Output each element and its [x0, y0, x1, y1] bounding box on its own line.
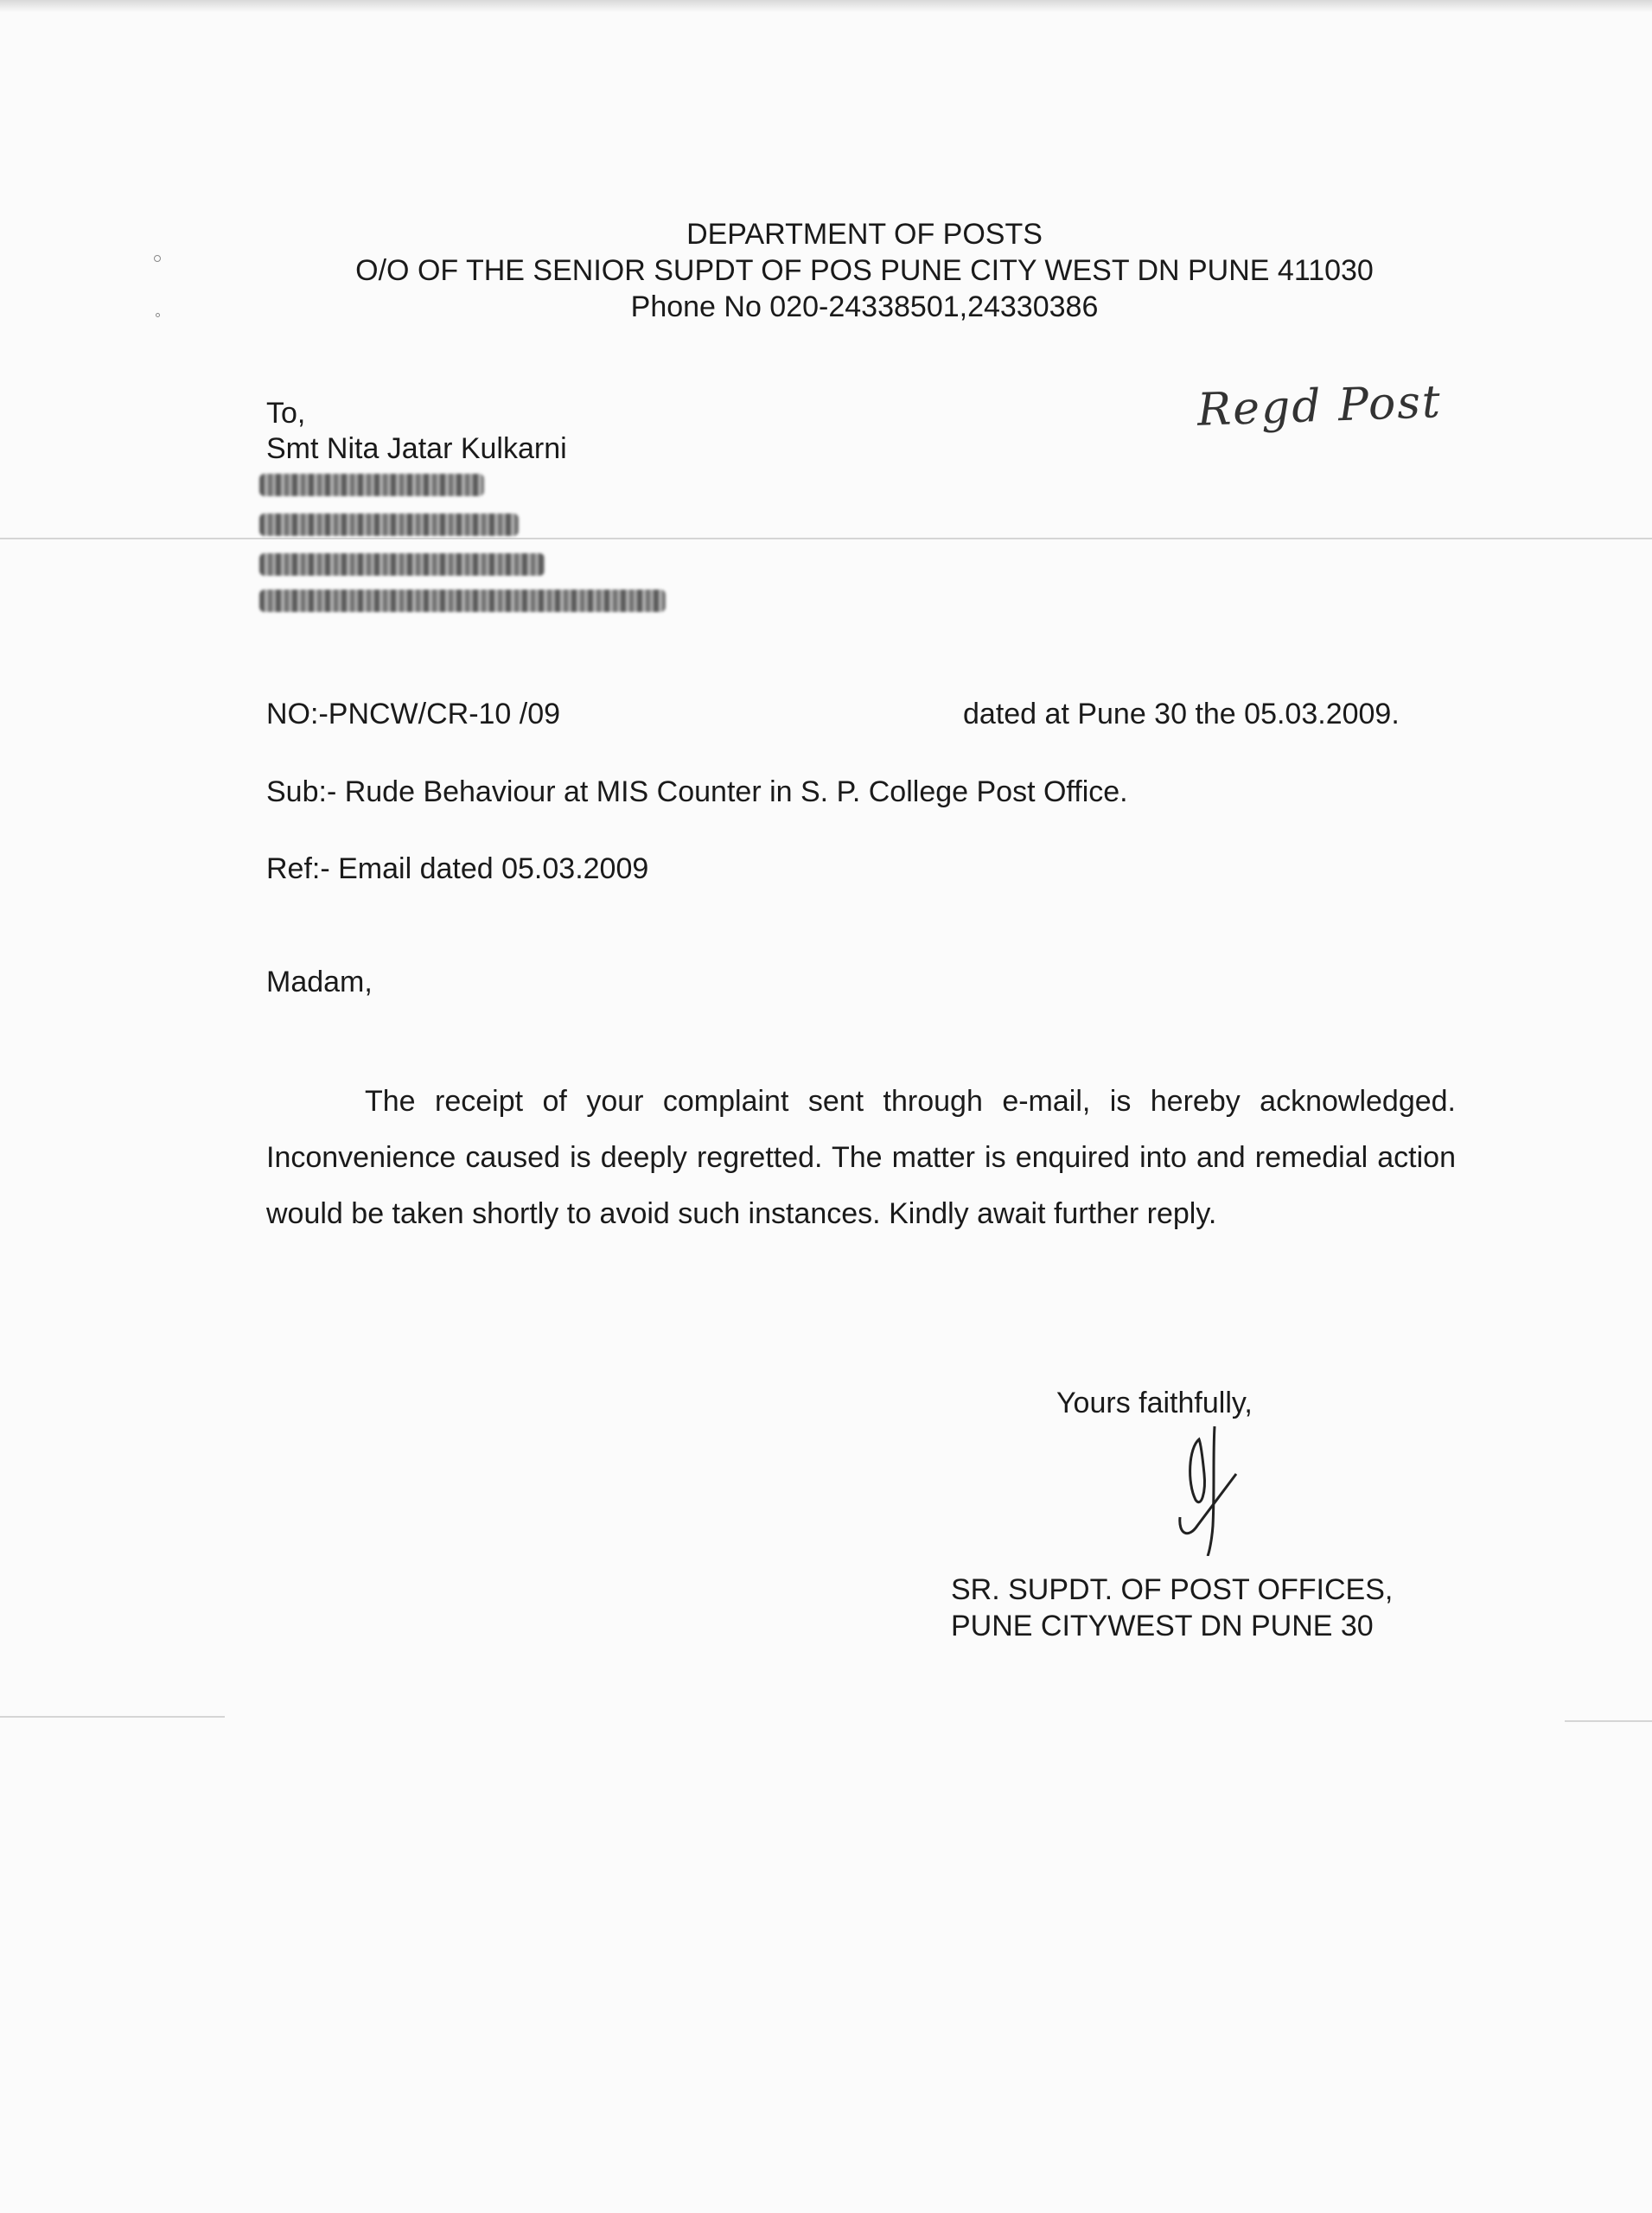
ref-line: Ref:- Email dated 05.03.2009 [266, 852, 649, 885]
letter-body: The receipt of your complaint sent through e-mail, is hereby acknowledged. Inconvenience caused is deeply regretted. The matter is enquired into and remedial action would be taken shortly to avoid such instances. Kindly await further reply. [266, 1085, 1456, 1230]
to-label: To, [266, 397, 306, 430]
signatory-block [951, 1572, 1393, 1644]
closing: Yours faithfully, [1056, 1387, 1253, 1419]
letterhead [259, 216, 1470, 325]
department-name: DEPARTMENT OF POSTS [686, 218, 1043, 251]
letter-date: dated at Pune 30 the 05.03.2009. [963, 698, 1400, 730]
reference-number: NO:-PNCW/CR-10 /09 [266, 698, 561, 730]
signature [1163, 1422, 1266, 1556]
greeting: Madam, [266, 966, 373, 998]
scan-edge-shadow [0, 0, 1652, 12]
office-phone: Phone No 020-24338501,24330386 [630, 290, 1099, 323]
regd-post-annotation: Regd Post [1196, 376, 1443, 437]
recipient-name: Smt Nita Jatar Kulkarni [266, 432, 567, 465]
scan-speck [154, 255, 161, 262]
fold-line [0, 1716, 225, 1718]
fold-line [1565, 1720, 1652, 1722]
signatory-office: PUNE CITYWEST DN PUNE 30 [951, 1610, 1374, 1642]
redacted-address [259, 474, 674, 617]
office-address: O/O OF THE SENIOR SUPDT OF POS PUNE CITY WEST DN PUNE 411030 [355, 254, 1374, 287]
fold-line [0, 538, 1652, 539]
subject-line: Sub:- Rude Behaviour at MIS Counter in S. P. College Post Office. [266, 775, 1128, 808]
scan-speck [156, 313, 160, 317]
signatory-title: SR. SUPDT. OF POST OFFICES, [951, 1573, 1394, 1606]
